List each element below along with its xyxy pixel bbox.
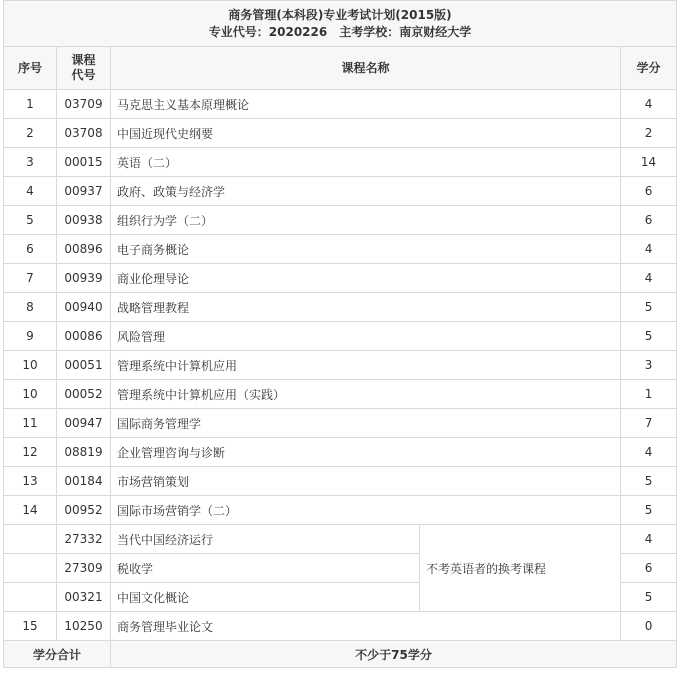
course-credit: 5 [621,496,677,525]
header-row [4,47,677,90]
course-credit: 6 [621,177,677,206]
course-seq: 8 [4,293,57,322]
title-line-2: 专业代号：2020226 主考学校：南京财经大学 [208,24,472,39]
course-name: 战略管理教程 [111,293,621,322]
course-name: 国际市场营销学（二） [111,496,621,525]
course-name: 政府、政策与经济学 [111,177,621,206]
course-name: 商业伦理导论 [111,264,621,293]
course-seq: 10 [4,380,57,409]
course-seq: 13 [4,467,57,496]
course-seq: 11 [4,409,57,438]
table-title [4,1,677,47]
table-title-row [4,1,677,47]
course-code: 03709 [57,90,111,119]
course-name: 组织行为学（二） [111,206,621,235]
course-seq: 9 [4,322,57,351]
course-credit: 5 [621,322,677,351]
course-credit: 3 [621,351,677,380]
course-code: 00896 [57,235,111,264]
course-code: 00015 [57,148,111,177]
course-code: 27309 [57,554,111,583]
course-name: 风险管理 [111,322,621,351]
course-code: 00051 [57,351,111,380]
course-credit: 2 [621,119,677,148]
table-row [4,351,677,380]
table-row [4,496,677,525]
course-name: 中国文化概论 [111,583,420,612]
course-code: 00052 [57,380,111,409]
table-row [4,264,677,293]
course-code: 00938 [57,206,111,235]
course-seq: 5 [4,206,57,235]
table-row [4,206,677,235]
table-row [4,380,677,409]
course-name: 企业管理咨询与诊断 [111,438,621,467]
course-credit: 14 [621,148,677,177]
header-name: 课程名称 [111,47,621,90]
course-credit: 6 [621,206,677,235]
course-seq: 3 [4,148,57,177]
course-name: 英语（二） [111,148,621,177]
course-code: 00947 [57,409,111,438]
course-credit: 4 [621,235,677,264]
course-code: 00939 [57,264,111,293]
course-name: 税收学 [111,554,420,583]
table-row [4,293,677,322]
header-code-label: 课程代号 [71,53,96,82]
table-row [4,235,677,264]
table-row [4,177,677,206]
course-name: 市场营销策划 [111,467,621,496]
header-credit: 学分 [621,47,677,90]
table-row [4,467,677,496]
course-code: 00184 [57,467,111,496]
course-name: 当代中国经济运行 [111,525,420,554]
table-row [4,525,677,554]
course-seq: 2 [4,119,57,148]
exam-plan-table [3,0,677,668]
course-code: 00952 [57,496,111,525]
course-code: 10250 [57,612,111,641]
table-row [4,119,677,148]
total-value: 不少于75学分 [111,641,677,668]
course-credit: 0 [621,612,677,641]
course-credit: 5 [621,293,677,322]
course-name: 中国近现代史纲要 [111,119,621,148]
course-seq: 1 [4,90,57,119]
total-row [4,641,677,668]
course-credit: 1 [621,380,677,409]
table-row [4,90,677,119]
course-credit: 4 [621,525,677,554]
course-rows [4,90,677,525]
course-seq: 7 [4,264,57,293]
course-credit: 5 [621,467,677,496]
course-seq: 6 [4,235,57,264]
header-seq: 序号 [4,47,57,90]
course-code: 08819 [57,438,111,467]
course-name: 管理系统中计算机应用 [111,351,621,380]
course-seq: 4 [4,177,57,206]
course-seq: 10 [4,351,57,380]
header-code [57,47,111,90]
course-name: 马克思主义基本原理概论 [111,90,621,119]
table-row [4,148,677,177]
table-row [4,612,677,641]
course-code: 00937 [57,177,111,206]
table-row [4,438,677,467]
course-name: 国际商务管理学 [111,409,621,438]
course-credit: 7 [621,409,677,438]
course-name: 电子商务概论 [111,235,621,264]
course-credit: 4 [621,90,677,119]
course-code: 00086 [57,322,111,351]
course-code: 00321 [57,583,111,612]
substitute-note: 不考英语者的换考课程 [420,525,621,612]
course-credit: 4 [621,264,677,293]
course-seq: 14 [4,496,57,525]
course-seq: 12 [4,438,57,467]
course-code: 27332 [57,525,111,554]
title-line-1: 商务管理(本科段)专业考试计划(2015版) [228,7,452,22]
course-name: 管理系统中计算机应用（实践） [111,380,621,409]
table-row [4,322,677,351]
course-code: 03708 [57,119,111,148]
course-seq: 15 [4,612,57,641]
table-row [4,409,677,438]
total-label: 学分合计 [4,641,111,668]
course-code: 00940 [57,293,111,322]
course-name: 商务管理毕业论文 [111,612,621,641]
course-credit: 5 [621,583,677,612]
course-credit: 6 [621,554,677,583]
course-credit: 4 [621,438,677,467]
